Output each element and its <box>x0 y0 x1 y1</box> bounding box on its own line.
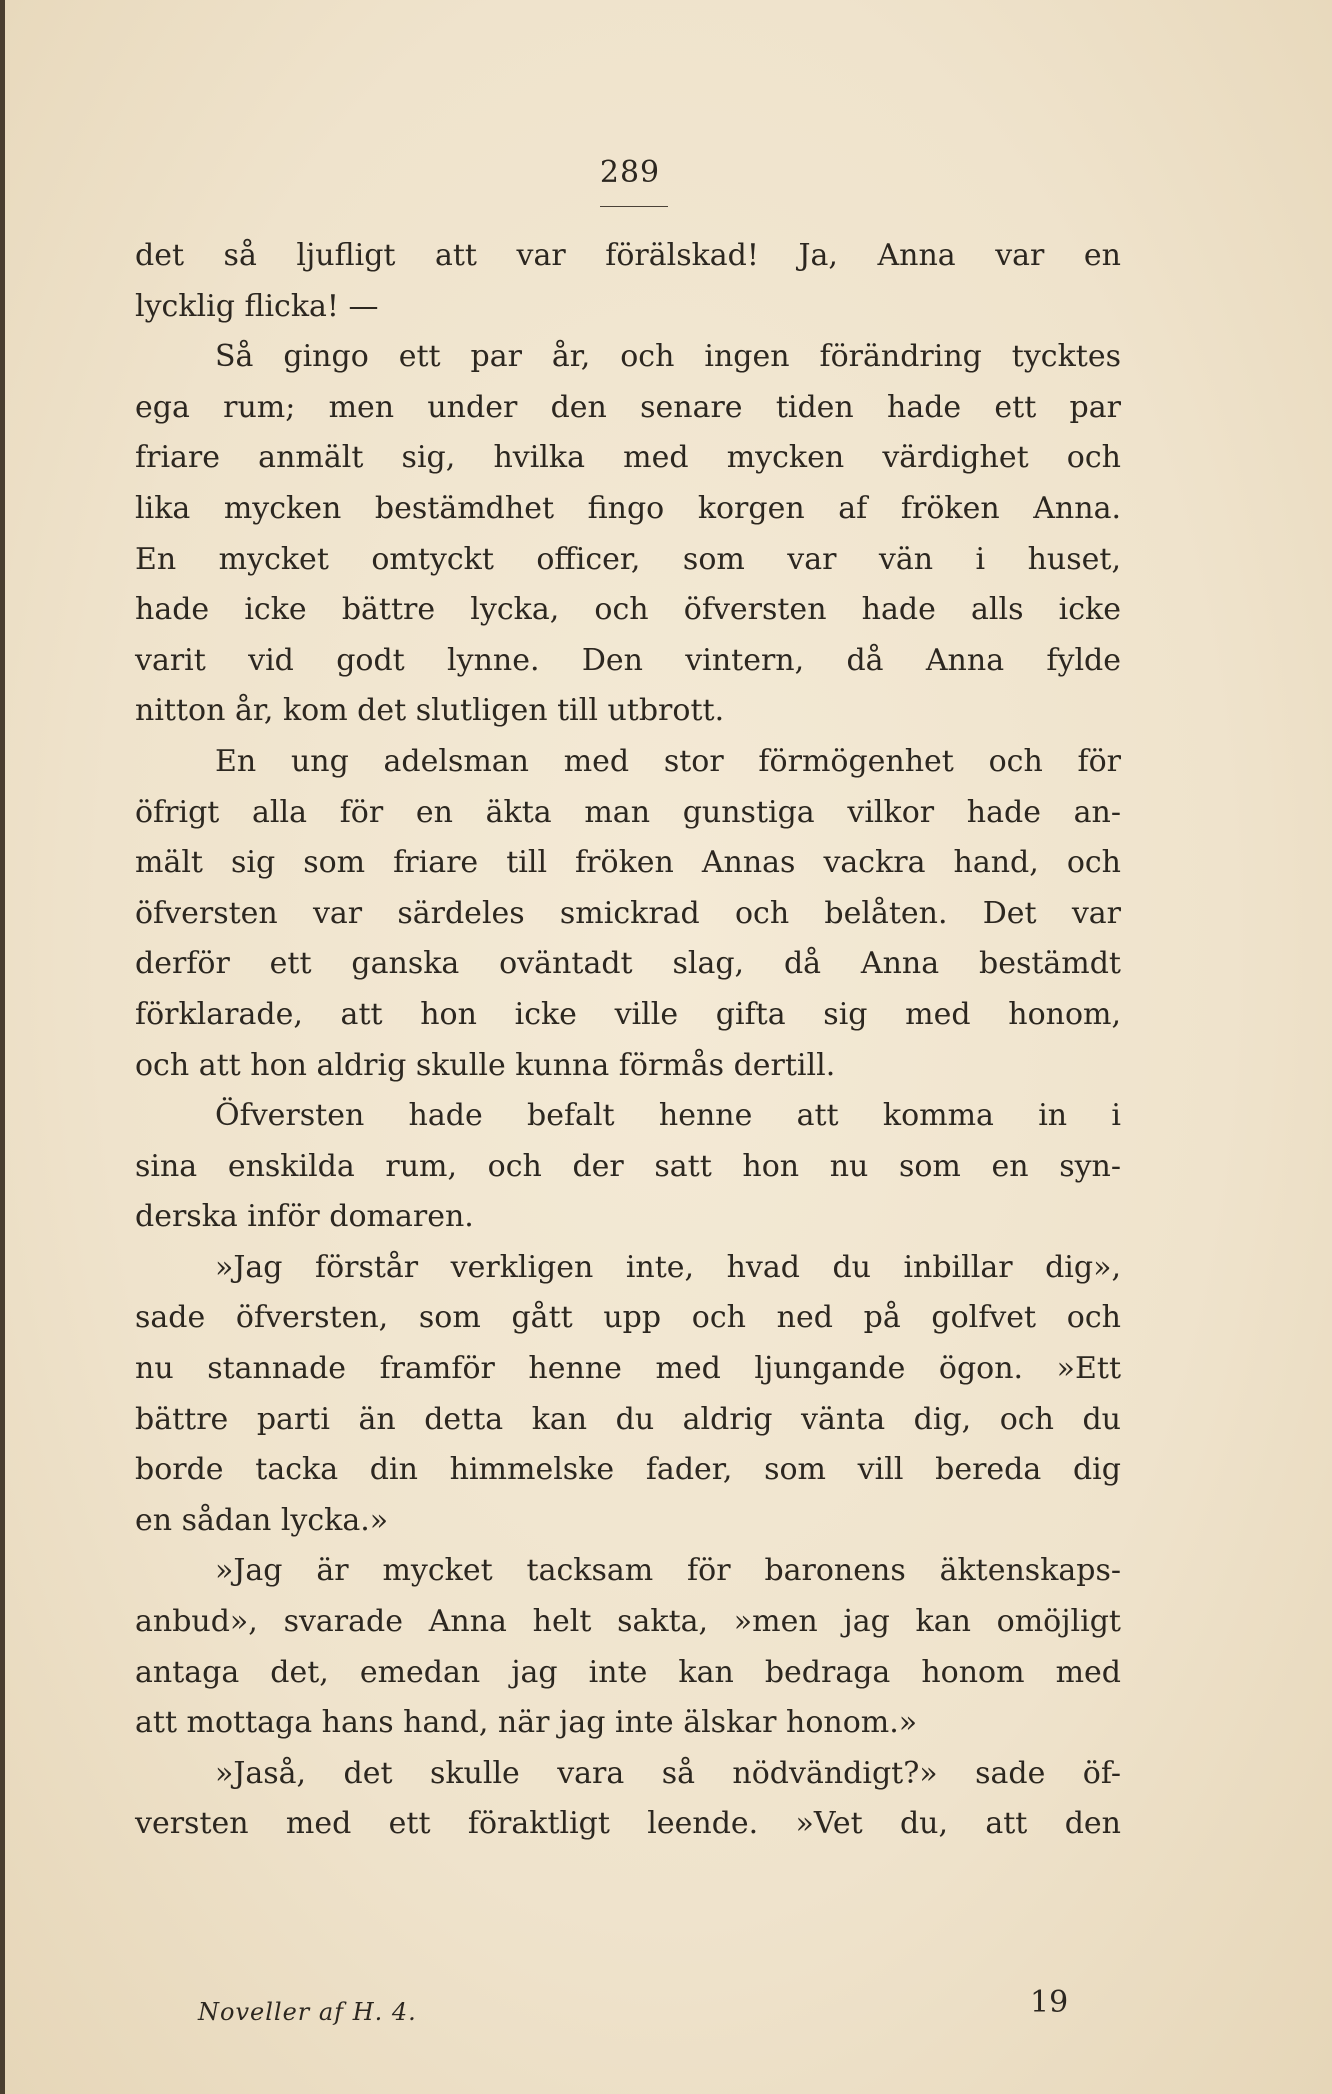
page-edge-shadow <box>0 0 5 2094</box>
text-line: varit vid godt lynne. Den vintern, då Anna fylde <box>135 642 1121 678</box>
text-line: förklarade, att hon icke ville gifta sig med honom, <box>135 996 1121 1032</box>
text-line: sade öfversten, som gått upp och ned på golfvet och <box>135 1300 1121 1336</box>
text-line: Öfversten hade befalt henne att komma in i <box>215 1098 1121 1134</box>
text-line: borde tacka din himmelske fader, som vill bereda dig <box>135 1452 1121 1488</box>
sheet-number: 19 <box>1030 1985 1069 2020</box>
text-line: bättre parti än detta kan du aldrig vänta dig, och du <box>135 1401 1121 1437</box>
text-line: lycklig flicka! — <box>135 288 379 324</box>
text-line: En ung adelsman med stor förmögenhet och för <box>215 743 1121 779</box>
text-line: ega rum; men under den senare tiden hade ett par <box>135 389 1121 425</box>
body-text <box>135 231 1121 1850</box>
printer-signature: Noveller af H. 4. <box>198 1998 417 2026</box>
text-line: det så ljufligt att var förälskad! Ja, Anna var en <box>135 238 1121 273</box>
text-line: mält sig som friare till fröken Annas vackra hand, och <box>135 845 1121 881</box>
text-line: öfrigt alla för en äkta man gunstiga vilkor hade an- <box>135 794 1121 830</box>
text-line: att mottaga hans hand, när jag inte älskar honom.» <box>135 1705 918 1741</box>
text-line: En mycket omtyckt officer, som var vän i huset, <box>135 541 1121 577</box>
text-line: derska inför domaren. <box>135 1199 474 1235</box>
header-rule <box>600 206 668 207</box>
text-line: derför ett ganska oväntadt slag, då Anna bestämdt <box>135 946 1121 982</box>
text-line: »Jag förstår verkligen inte, hvad du inbillar dig», <box>215 1249 1121 1285</box>
text-line: anbud», svarade Anna helt sakta, »men jag kan omöjligt <box>135 1604 1121 1640</box>
text-line: »Jaså, det skulle vara så nödvändigt?» sade öf- <box>215 1755 1121 1791</box>
text-line: och att hon aldrig skulle kunna förmås dertill. <box>135 1047 836 1083</box>
text-line: en sådan lycka.» <box>135 1502 389 1538</box>
text-line: friare anmält sig, hvilka med mycken värdighet och <box>135 440 1121 476</box>
text-line: nu stannade framför henne med ljungande ögon. »Ett <box>135 1351 1121 1387</box>
text-line: nitton år, kom det slutligen till utbrott. <box>135 693 725 729</box>
text-line: versten med ett föraktligt leende. »Vet du, att den <box>135 1806 1121 1842</box>
text-line: lika mycken bestämdhet fingo korgen af fröken Anna. <box>135 490 1121 526</box>
text-line: antaga det, emedan jag inte kan bedraga honom med <box>135 1654 1121 1690</box>
page-number: 289 <box>599 155 661 190</box>
text-line: öfversten var särdeles smickrad och belåten. Det var <box>135 895 1121 931</box>
text-line: hade icke bättre lycka, och öfversten hade alls icke <box>135 592 1121 628</box>
text-line: Så gingo ett par år, och ingen förändring tycktes <box>215 339 1121 375</box>
text-line: »Jag är mycket tacksam för baronens äktenskaps- <box>215 1553 1121 1589</box>
text-line: sina enskilda rum, och der satt hon nu som en syn- <box>135 1148 1121 1184</box>
